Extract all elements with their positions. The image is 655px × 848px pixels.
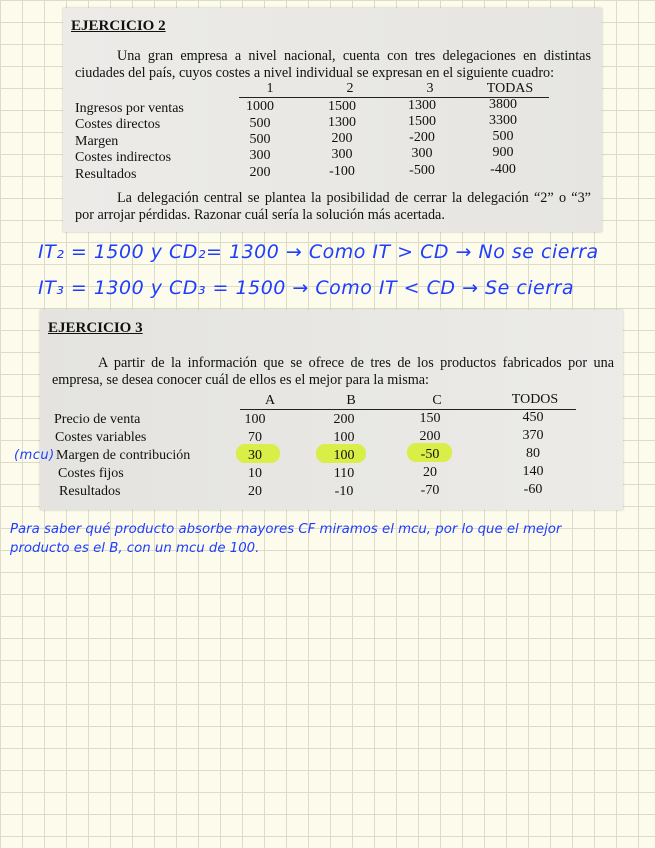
handwritten-note-2: IT₃ = 1300 y CD₃ = 1500 → Como IT < CD → Se cierra	[38, 277, 575, 299]
table-cell: 1500	[328, 99, 356, 114]
table-cell: 300	[249, 148, 271, 163]
row-label: Resultados	[59, 484, 121, 499]
table-cell: 20	[248, 484, 262, 499]
table-cell: 200	[249, 165, 271, 180]
table-cell: -500	[409, 163, 435, 178]
row-label: Resultados	[75, 167, 137, 182]
col-header: 1	[266, 81, 274, 96]
table-cell: 1300	[328, 115, 356, 130]
table-cell: 3300	[489, 113, 517, 128]
row-label: Costes fijos	[58, 466, 124, 481]
table-cell: 1000	[246, 99, 274, 114]
exercise-2-table	[75, 81, 595, 191]
table-cell: 200	[419, 429, 441, 444]
table-cell: 140	[522, 464, 544, 479]
table-cell: 370	[522, 428, 544, 443]
table-cell: 200	[331, 131, 353, 146]
table-cell: 100	[333, 430, 355, 445]
exercise-2-question: La delegación central se plantea la posibilidad de cerrar la delegación “2” o “3” por arrojar pérdidas. Razonar cuál sería la solución más acertada.	[75, 190, 591, 223]
row-label: Costes directos	[75, 117, 161, 132]
row-label: Precio de venta	[54, 412, 141, 427]
table-cell: 100	[244, 412, 266, 427]
table-cell: 30	[248, 448, 262, 463]
col-header: 2	[346, 81, 354, 96]
table-cell: 300	[411, 146, 433, 161]
table-cell: -10	[334, 484, 354, 499]
row-label: Ingresos por ventas	[75, 101, 184, 116]
col-header: TODOS	[511, 392, 559, 407]
exercise-3-photo	[40, 310, 623, 510]
table-cell: 1500	[408, 114, 436, 129]
table-cell: -70	[420, 483, 440, 498]
row-label: Margen de contribución	[56, 448, 191, 463]
exercise-3-title: EJERCICIO 3	[48, 320, 143, 336]
row-label: Margen	[75, 134, 119, 149]
col-header: A	[264, 393, 276, 408]
table-cell: -100	[329, 164, 355, 179]
col-header: TODAS	[486, 81, 534, 96]
table-cell: 70	[248, 430, 262, 445]
col-header: 3	[426, 81, 434, 96]
table-cell: 1300	[408, 98, 436, 113]
table-cell: 80	[526, 446, 540, 461]
table-cell: 3800	[489, 97, 517, 112]
exercise-2-intro: Una gran empresa a nivel nacional, cuenta con tres delegaciones en distintas ciudades del país, cuyos costes a nivel individual se expresan en el siguiente cuadro:	[75, 48, 591, 81]
exercise-3-intro: A partir de la información que se ofrece de tres de los productos fabricados por una empresa, se desea conocer cuál de ellos es el mejor para la misma:	[52, 355, 614, 388]
col-header: C	[432, 393, 442, 408]
table-cell: 500	[249, 116, 271, 131]
row-label: Costes variables	[55, 430, 147, 445]
table-cell: -400	[490, 162, 516, 177]
table-cell: -200	[409, 130, 435, 145]
table-cell: 100	[333, 448, 355, 463]
table-cell: -50	[420, 447, 440, 462]
handwritten-conclusion-1: Para saber qué producto absorbe mayores CF miramos el mcu, por lo que el mejor	[10, 522, 562, 537]
row-label: Costes indirectos	[75, 150, 172, 165]
table-cell: 150	[419, 411, 441, 426]
handwritten-mcu-label: (mcu)	[14, 448, 55, 463]
table-cell: 500	[492, 129, 514, 144]
table-cell: 200	[333, 412, 355, 427]
handwritten-conclusion-2: producto es el B, con un mcu de 100.	[10, 541, 260, 556]
table-cell: 20	[423, 465, 437, 480]
table-cell: 110	[333, 466, 355, 481]
table-cell: 450	[522, 410, 544, 425]
exercise-2-photo	[63, 8, 602, 232]
table-cell: 300	[331, 147, 353, 162]
handwritten-note-1: IT₂ = 1500 y CD₂= 1300 → Como IT > CD → No se cierra	[38, 241, 599, 263]
col-header: B	[346, 393, 356, 408]
table-cell: 900	[492, 145, 514, 160]
table-cell: -60	[523, 482, 543, 497]
table-cell: 500	[249, 132, 271, 147]
table-cell: 10	[248, 466, 262, 481]
exercise-2-title: EJERCICIO 2	[71, 18, 166, 34]
exercise-3-table	[54, 392, 614, 502]
